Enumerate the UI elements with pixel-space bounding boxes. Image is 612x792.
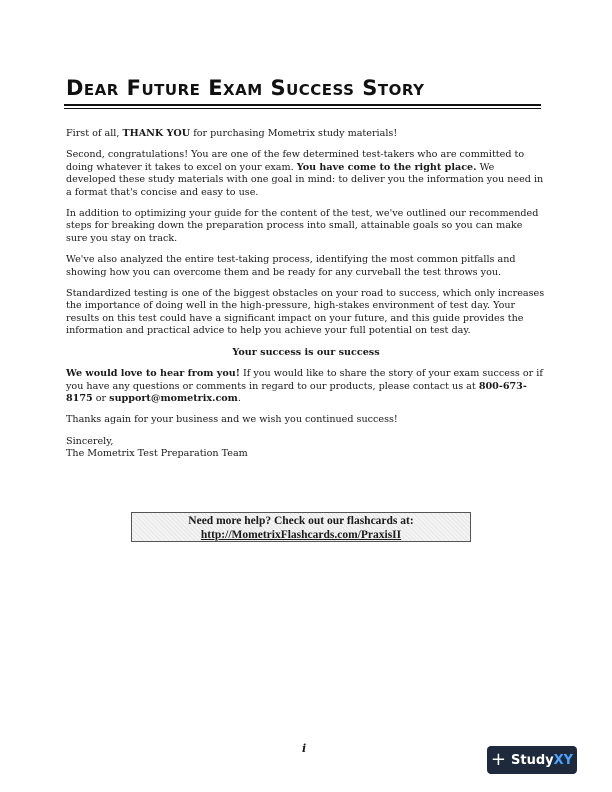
text: Second, congratulations! You are one of the few determined test-takers who are committed to doing whatever it takes to excel on your exam. xyxy=(66,149,525,173)
title-rule-thick xyxy=(64,104,541,106)
paragraph-standardized: Standardized testing is one of the biggest obstacles on your road to success, which only increases the importance of doing well in the high-pressure, high-stakes environment of test day. Your results on this test could have a significant impact on your future, and this guide provides the information and practical advice to help you achieve your full potential on test day. xyxy=(66,288,545,337)
support-email[interactable]: support@mometrix.com xyxy=(109,392,238,404)
letter-body xyxy=(66,128,546,470)
callout-text: Need more help? Check out our flashcards at: xyxy=(188,515,414,527)
flashcards-link[interactable]: http://MometrixFlashcards.com/PraxisII xyxy=(200,529,402,541)
logo-study: Study xyxy=(511,752,554,768)
text: for purchasing Mometrix study materials! xyxy=(190,128,398,139)
tagline: Your success is our success xyxy=(232,346,380,358)
signature: The Mometrix Test Preparation Team xyxy=(66,448,248,460)
plus-icon: + xyxy=(490,749,507,770)
phone-number[interactable]: 800-673-8175 xyxy=(66,380,527,404)
paragraph-congrats xyxy=(66,149,546,199)
text: We developed these study materials with one goal in mind: to deliver you the information you need in a format that's concise and easy to use. xyxy=(66,161,544,198)
thank-you-emphasis: THANK YOU xyxy=(122,128,191,139)
paragraph-thanks xyxy=(66,128,546,140)
title-rule-thin xyxy=(64,108,541,109)
hear-from-you-emphasis: We would love to hear from you! xyxy=(66,368,240,380)
signature-block xyxy=(66,436,546,461)
text: or xyxy=(92,392,110,404)
paragraph-optimizing: In addition to optimizing your guide for the content of the test, we've outlined our recommended steps for breaking down the preparation process into small, attainable goals so you can make sure you stay on track. xyxy=(66,208,539,244)
closing: Sincerely, xyxy=(66,435,114,447)
text: . xyxy=(237,392,241,404)
right-place-emphasis: You have come to the right place. xyxy=(296,161,477,173)
paragraph-thanks-again: Thanks again for your business and we wish you continued success! xyxy=(66,414,398,426)
logo-xy: XY xyxy=(553,752,574,768)
page-title: Dear Future Exam Success Story xyxy=(66,76,425,100)
paragraph-analysis: We've also analyzed the entire test-taking process, identifying the most common pitfalls and showing how you can overcome them and be ready for any curveball the test throws you. xyxy=(66,254,516,278)
paragraph-contact xyxy=(66,368,546,405)
studyxy-logo xyxy=(487,746,577,774)
text: First of all, xyxy=(66,128,123,139)
logo-wordmark xyxy=(511,753,573,768)
text: If you would like to share the story of your exam success or if you have any questions or comments in regard to our products, please contact us at xyxy=(66,368,543,392)
page-number: i xyxy=(302,742,307,755)
flashcards-callout xyxy=(131,512,471,542)
